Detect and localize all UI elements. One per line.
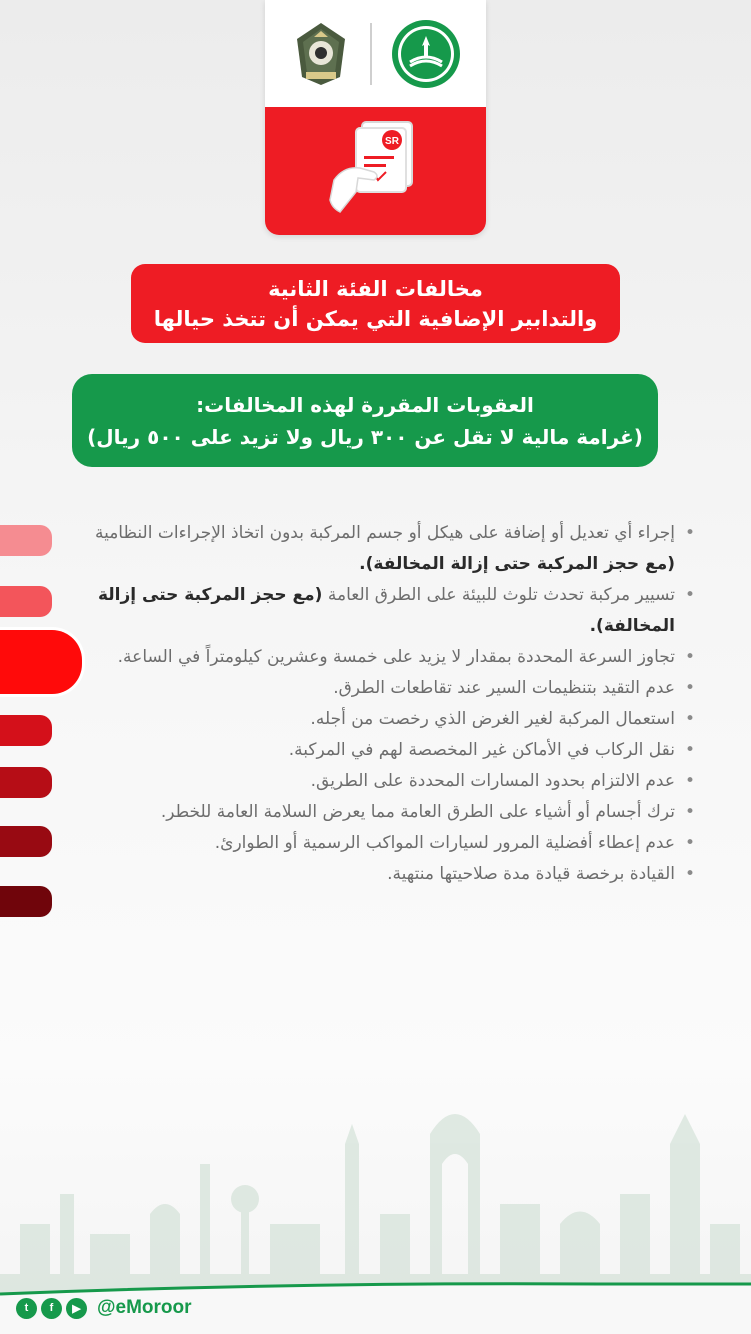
violation-text: ترك أجسام أو أشياء على الطرق العامة مما يعرض السلامة العامة للخطر.	[160, 802, 675, 822]
logo-divider	[370, 23, 372, 85]
decor-tab	[0, 886, 52, 917]
saudi-emblem-icon	[390, 18, 462, 90]
violation-text: تسيير مركبة تحدث تلوث للبيئة على الطرق العامة	[322, 585, 675, 605]
list-item	[80, 859, 695, 890]
violation-text: عدم إعطاء أفضلية المرور لسيارات المواكب الرسمية أو الطوارئ.	[214, 833, 675, 853]
violation-emphasis: (مع حجز المركبة حتى إزالة المخالفة).	[97, 585, 675, 636]
title-line-2: والتدابير الإضافية التي يمكن أن تتخذ حيالها	[153, 306, 598, 331]
title-banner	[131, 264, 620, 343]
social-handle[interactable]: @eMoroor	[97, 1297, 192, 1318]
list-item	[80, 580, 695, 642]
violation-text: استعمال المركبة لغير الغرض الذي رخصت من أجله.	[310, 709, 675, 729]
ticket-badge: SR	[384, 136, 399, 147]
violation-text: نقل الركاب في الأماكن غير المخصصة لهم في المركبة.	[288, 740, 675, 760]
title-line-1: مخالفات الفئة الثانية	[268, 276, 483, 301]
header-card	[265, 0, 486, 235]
list-item	[80, 673, 695, 704]
social-links	[16, 1296, 192, 1320]
ticket-band	[265, 107, 486, 235]
decor-tab	[0, 525, 52, 556]
list-item	[80, 766, 695, 797]
penalty-line-2: (غرامة مالية لا تقل عن ٣٠٠ ريال ولا تزيد على ٥٠٠ ريال)	[87, 424, 643, 449]
list-item	[80, 642, 695, 673]
penalty-banner	[72, 374, 658, 467]
violation-text: تجاوز السرعة المحددة بمقدار لا يزيد على خمسة وعشرين كيلومتراً في الساعة.	[117, 647, 675, 667]
violations-list	[80, 518, 695, 890]
list-item	[80, 735, 695, 766]
violation-text: عدم التقيد بتنظيمات السير عند تقاطعات الطرق.	[333, 678, 675, 698]
logo-band	[265, 0, 486, 107]
skyline-illustration	[0, 1104, 751, 1294]
violation-text: إجراء أي تعديل أو إضافة على هيكل أو جسم المركبة بدون اتخاذ الإجراءات النظامية	[94, 523, 675, 543]
violation-emphasis: (مع حجز المركبة حتى إزالة المخالفة).	[359, 554, 675, 574]
violation-text: عدم الالتزام بحدود المسارات المحددة على الطريق.	[310, 771, 675, 791]
fine-ticket-icon	[326, 116, 426, 226]
traffic-police-logo-icon	[290, 19, 352, 89]
decor-tab	[0, 586, 52, 617]
decor-tab	[0, 630, 82, 694]
list-item	[80, 828, 695, 859]
twitter-icon[interactable]: t	[16, 1298, 37, 1319]
decor-tab	[0, 826, 52, 857]
list-item	[80, 797, 695, 828]
list-item	[80, 518, 695, 580]
penalty-line-1: العقوبات المقررة لهذه المخالفات:	[196, 392, 534, 417]
decor-tab	[0, 767, 52, 798]
list-item	[80, 704, 695, 735]
decor-tab	[0, 715, 52, 746]
facebook-icon[interactable]: f	[41, 1298, 62, 1319]
violation-text: القيادة برخصة قيادة مدة صلاحيتها منتهية.	[387, 864, 675, 884]
youtube-icon[interactable]: ▶	[66, 1298, 87, 1319]
